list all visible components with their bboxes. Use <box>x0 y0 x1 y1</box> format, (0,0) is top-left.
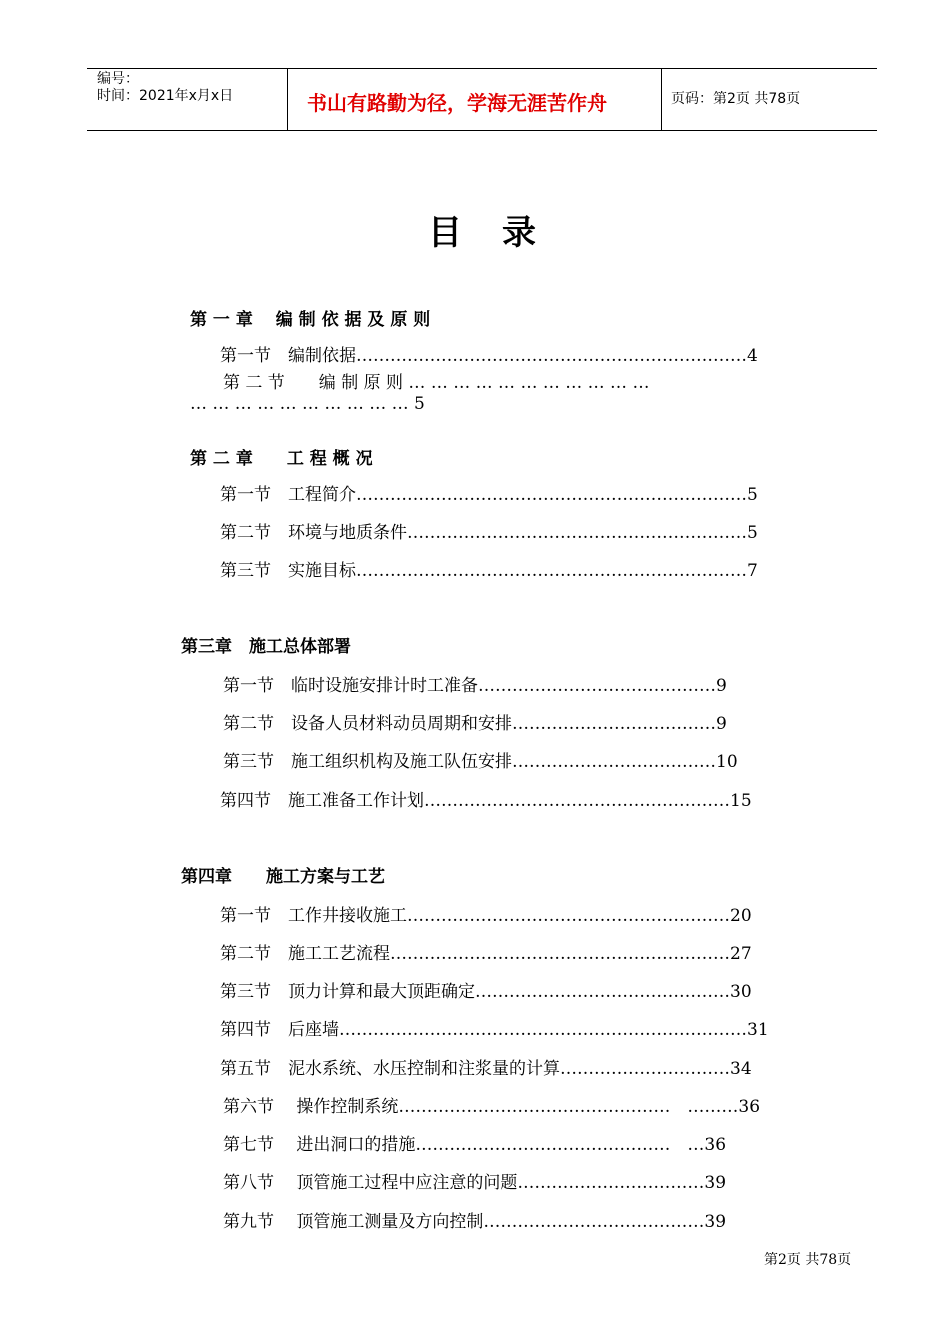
toc-chapter-2: 第 二 章 工 程 概 况 <box>190 449 373 469</box>
toc-section-4-7[interactable]: 第七节 进出洞口的措施……………………………………… …36 <box>223 1135 727 1155</box>
toc-chapter-1: 第 一 章 编 制 依 据 及 原 则 <box>190 310 431 330</box>
toc-section-4-1[interactable]: 第一节 工作井接收施工…………………………………………………20 <box>220 906 752 926</box>
toc-section-4-4[interactable]: 第四节 后座墙………………………………………………………………31 <box>220 1020 769 1040</box>
toc-section-4-6[interactable]: 第六节 操作控制系统………………………………………… ………36 <box>223 1097 761 1117</box>
toc-section-4-3[interactable]: 第三节 顶力计算和最大顶距确定………………………………………30 <box>220 982 752 1002</box>
document-date-label: 时间：2021年x月x日 <box>97 88 234 104</box>
toc-section-3-1[interactable]: 第一节 临时设施安排计时工准备……………………………………9 <box>223 676 727 696</box>
page-footer: 第2页 共78页 <box>764 1252 852 1268</box>
toc-section-4-8[interactable]: 第八节 顶管施工过程中应注意的问题……………………………39 <box>223 1173 727 1193</box>
toc-section-4-2[interactable]: 第二节 施工工艺流程……………………………………………………27 <box>220 944 752 964</box>
toc-section-1-1[interactable]: 第一节 编制依据……………………………………………………………4 <box>220 346 758 366</box>
header-divider <box>661 69 662 130</box>
page-header <box>87 68 877 131</box>
toc-section-3-2[interactable]: 第二节 设备人员材料动员周期和安排………………………………9 <box>223 714 727 734</box>
toc-section-1-2[interactable]: 第 二 节 编 制 原 则 … … … … … … … … … … … <box>223 373 650 393</box>
toc-section-3-3[interactable]: 第三节 施工组织机构及施工队伍安排………………………………10 <box>223 752 738 772</box>
toc-section-2-1[interactable]: 第一节 工程简介……………………………………………………………5 <box>220 485 758 505</box>
toc-section-2-2[interactable]: 第二节 环境与地质条件……………………………………………………5 <box>220 523 758 543</box>
toc-section-1-2-cont[interactable]: … … … … … … … … … … 5 <box>190 394 425 414</box>
header-divider <box>287 69 288 130</box>
document-number-label: 编号： <box>97 71 139 87</box>
toc-section-3-4[interactable]: 第四节 施工准备工作计划………………………………………………15 <box>220 791 752 811</box>
toc-section-2-3[interactable]: 第三节 实施目标……………………………………………………………7 <box>220 561 758 581</box>
toc-section-4-5[interactable]: 第五节 泥水系统、水压控制和注浆量的计算…………………………34 <box>220 1059 752 1079</box>
toc-section-4-9[interactable]: 第九节 顶管施工测量及方向控制…………………………………39 <box>223 1212 727 1232</box>
toc-chapter-3: 第三章 施工总体部署 <box>181 637 351 657</box>
toc-chapter-4: 第四章 施工方案与工艺 <box>181 867 385 887</box>
header-page-number: 页码：第2页 共78页 <box>671 91 801 107</box>
header-motto: 书山有路勤为径，学海无涯苦作舟 <box>307 91 607 115</box>
page-title: 目录 <box>428 213 576 253</box>
